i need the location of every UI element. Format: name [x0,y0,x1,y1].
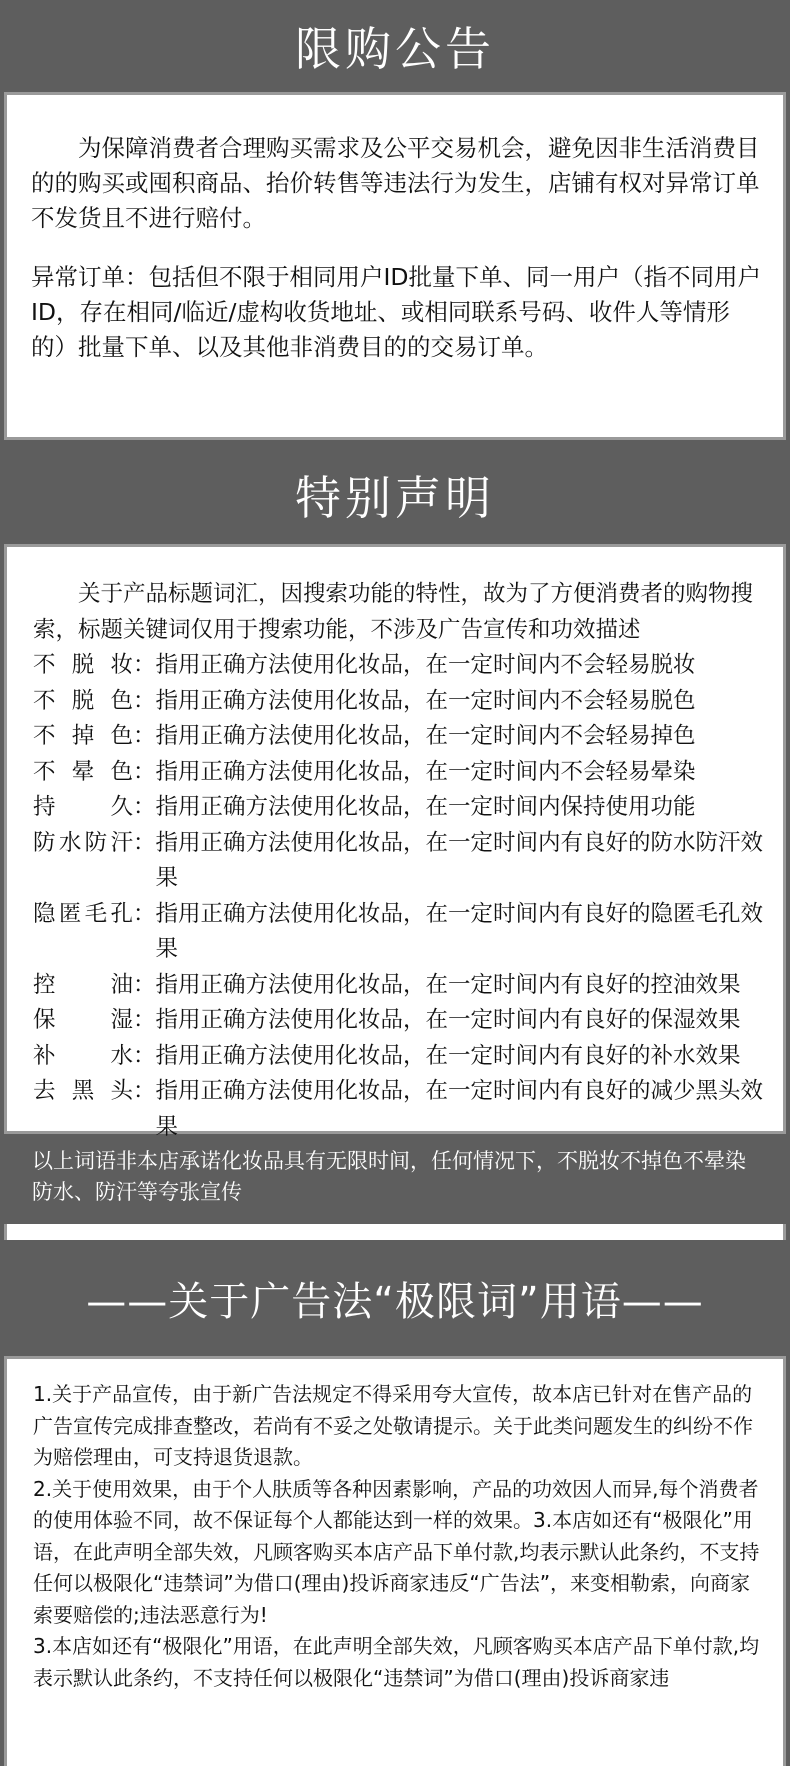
term-char: 去 [33,1078,56,1104]
term-char: 补 [33,1042,56,1069]
special-statement-panel [4,544,786,1140]
term-char: 油 [110,971,133,998]
purchase-limit-paragraph: 为保障消费者合理购买需求及公平交易机会，避免因非生活消费目的的购买或囤积商品、抬价转售等违法行为发生，店铺有权对异常订单不发货且不进行赔付。 [31,134,760,232]
term-description: 指用正确方法使用化妆品，在一定时间内不会轻易脱妆 [155,652,696,678]
term-label [33,968,133,1004]
term-char: 隐 [33,900,56,927]
term-row [33,1074,767,1145]
term-colon: ： [133,1078,156,1104]
term-label [33,826,133,897]
term-label [33,790,133,826]
term-label [33,648,133,684]
term-description: 指用正确方法使用化妆品，在一定时间内不会轻易晕染 [155,758,696,785]
term-colon: ： [133,971,156,998]
term-row [33,684,767,720]
term-description: 指用正确方法使用化妆品，在一定时间内不会轻易脱色 [155,687,696,714]
term-label [33,1003,133,1039]
term-row [33,1003,767,1039]
term-label [33,897,133,968]
term-label [33,719,133,755]
term-char: 妆 [110,652,133,678]
term-char: 湿 [110,1007,133,1033]
term-char: 色 [110,723,133,749]
term-row [33,1039,767,1075]
term-colon: ： [133,829,156,856]
divider [4,1224,786,1240]
term-description: 指用正确方法使用化妆品，在一定时间内有良好的减少黑头效果 [155,1078,764,1140]
term-colon: ： [133,900,156,927]
term-colon: ： [133,758,156,785]
term-char: 晕 [71,758,95,785]
ad-law-item: 3.本店如还有“极限化”用语，在此声明全部失效，凡顾客购买本店产品下单付款,均表示默认此条约，不支持任何以极限化“违禁词”为借口(理由)投诉商家违 [33,1634,760,1690]
term-row [33,648,767,684]
term-char: 水 [110,1042,133,1069]
ad-law-panel [4,1356,786,1766]
term-description: 指用正确方法使用化妆品，在一定时间内保持使用功能 [155,794,696,820]
term-colon: ： [133,1007,156,1033]
section-title-purchase-limit: 限购公告 [295,22,495,76]
term-description: 指用正确方法使用化妆品，在一定时间内有良好的隐匿毛孔效果 [155,900,764,962]
term-char: 汗 [110,829,133,856]
term-label [33,1074,133,1145]
term-row [33,897,767,968]
term-label [33,755,133,791]
term-row [33,826,767,897]
term-colon: ： [133,794,156,820]
term-char: 不 [33,723,56,749]
term-char: 头 [110,1078,133,1104]
term-description: 指用正确方法使用化妆品，在一定时间内不会轻易掉色 [155,723,696,749]
term-char: 脱 [71,652,95,678]
term-char: 色 [110,758,133,785]
term-list [33,648,767,1145]
section-title-special-statement: 特别声明 [295,471,495,525]
term-description: 指用正确方法使用化妆品，在一定时间内有良好的控油效果 [155,971,741,998]
term-char: 毛 [84,900,108,927]
abnormal-order-paragraph: 异常订单：包括但不限于相同用户ID批量下单、同一用户（指不同用户ID，存在相同/临近/虚构收货地址、或相同联系号码、收件人等情形的）批量下单、以及其他非消费目的的交易订单。 [31,263,762,361]
disclaimer-note: 以上词语非本店承诺化妆品具有无限时间，任何情况下，不脱妆不掉色不晕染防水、防汗等夸张宣传 [4,1134,786,1224]
term-row [33,719,767,755]
term-char: 黑 [71,1078,95,1104]
term-char: 脱 [71,687,95,714]
term-label [33,684,133,720]
ad-law-item: 1.关于产品宣传，由于新广告法规定不得采用夸大宣传，故本店已针对在售产品的广告宣传完成排查整改，若尚有不妥之处敬请提示。关于此类问题发生的纠纷不作为赔偿理由，可支持退货退款。 [33,1382,753,1469]
ad-law-item: 2.关于使用效果，由于个人肤质等各种因素影响，产品的功效因人而异,每个消费者的使用体验不同，故不保证每个人都能达到一样的效果。3.本店如还有“极限化”用语，在此声明全部失效，凡顾客购买本店产品下单付款,均表示默认此条约，不支持任何以极限化“违禁词”为借口(理由)投诉商家违反“广告法”，来变相勒索，向商家索要赔偿的;违法恶意行为! [33,1476,760,1627]
term-row [33,968,767,1004]
term-char: 防 [33,829,56,856]
term-colon: ： [133,687,156,714]
statement-intro: 关于产品标题词汇，因搜索功能的特性，故为了方便消费者的购物搜索，标题关键词仅用于搜索功能，不涉及广告宣传和功效描述 [33,581,754,643]
term-description: 指用正确方法使用化妆品，在一定时间内有良好的保湿效果 [155,1007,741,1033]
term-char: 久 [110,794,133,820]
term-char: 色 [110,687,133,714]
term-char: 水 [58,829,82,856]
term-colon: ： [133,652,156,678]
term-char: 孔 [110,900,133,927]
term-char: 掉 [71,723,95,749]
term-description: 指用正确方法使用化妆品，在一定时间内有良好的补水效果 [155,1042,741,1069]
term-label [33,1039,133,1075]
section-title-ad-law: ——关于广告法“极限词”用语—— [86,1278,704,1325]
purchase-limit-panel [4,92,786,440]
term-char: 保 [33,1007,56,1033]
term-char: 不 [33,652,56,678]
term-row [33,755,767,791]
term-char: 匿 [58,900,82,927]
term-char: 持 [33,794,56,820]
term-description: 指用正确方法使用化妆品，在一定时间内有良好的防水防汗效果 [155,829,764,891]
term-char: 不 [33,687,56,714]
term-char: 防 [84,829,108,856]
term-char: 控 [33,971,56,998]
term-char: 不 [33,758,56,785]
term-row [33,790,767,826]
term-colon: ： [133,1042,156,1069]
term-colon: ： [133,723,156,749]
